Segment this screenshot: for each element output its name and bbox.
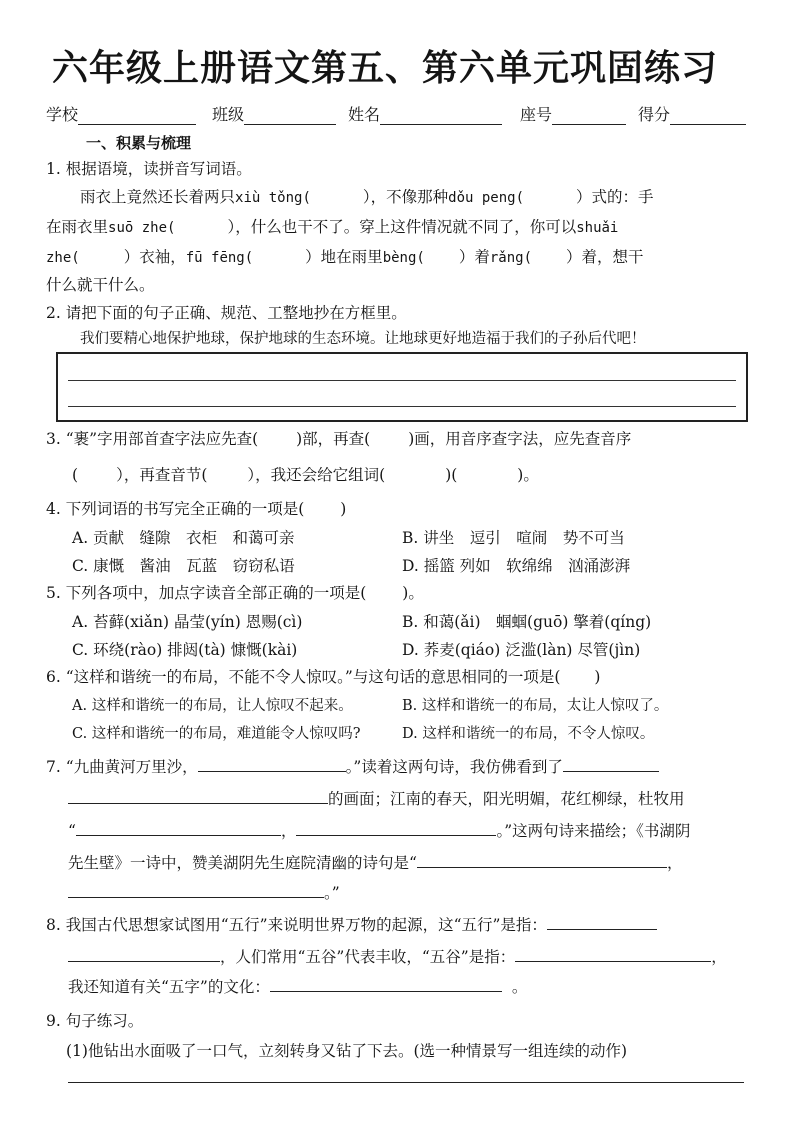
answer-line[interactable] (515, 946, 711, 962)
worksheet-title: 六年级上册语文第五、第六单元巩固练习 (52, 48, 719, 89)
pinyin: shuǎi (576, 220, 619, 236)
q7-line-2 (68, 788, 685, 810)
text: ）衣袖， (123, 248, 186, 266)
text: 5. 下列各项中，加点字读音全部正确的一项是( (46, 584, 367, 602)
q4-option-d[interactable]: D. 摇篮 列如 软绵绵 汹涌澎湃 (402, 557, 631, 575)
score-blank[interactable] (670, 107, 746, 125)
q1-line-1 (80, 186, 654, 209)
q6-option-b[interactable]: B. 这样和谐统一的布局，太让人惊叹了。 (402, 698, 669, 714)
pinyin: rǎng( (489, 250, 533, 266)
q1-line-4: 什么就干什么。 (46, 276, 155, 294)
q8-line-1 (46, 914, 657, 936)
q9-prompt: 9. 句子练习。 (46, 1012, 144, 1030)
text: )画，用音序查字法，应先查音序 (408, 430, 632, 448)
text: “ (68, 822, 76, 840)
q8-line-2 (68, 946, 727, 968)
q1-line-2 (46, 216, 618, 239)
q5-option-d[interactable]: D. 荞麦(qiáo) 泛滥(làn) 尽管(jìn) (402, 641, 641, 659)
q7-line-4 (68, 852, 682, 874)
text: ）着 (458, 248, 490, 266)
text: ）地在雨里 (305, 248, 383, 266)
q5-option-b[interactable]: B. 和蔼(ǎi) 蝈蝈(guō) 擎着(qíng) (402, 613, 652, 631)
pinyin: fū fēng( (185, 250, 254, 266)
q6-option-a[interactable]: A. 这样和谐统一的布局，让人惊叹不起来。 (72, 698, 353, 714)
writing-line (68, 380, 736, 381)
answer-line[interactable] (547, 914, 657, 930)
answer-line[interactable] (76, 820, 281, 836)
text: 先生壁》一诗中，赞美湖阴先生庭院清幽的诗句是“ (68, 854, 417, 872)
text: 我还知道有关“五字”的文化： (68, 978, 270, 996)
answer-line[interactable] (198, 756, 346, 772)
text: ， (666, 854, 683, 872)
answer-line[interactable] (68, 882, 324, 898)
score-field (638, 102, 746, 125)
q4-option-c[interactable]: C. 康慨 酱油 瓦蓝 窃窃私语 (72, 557, 295, 575)
text: 3. “裹”字用部首查字法应先查( (46, 430, 259, 448)
pinyin: bèng( (382, 250, 425, 266)
class-blank[interactable] (244, 107, 336, 125)
name-blank[interactable] (380, 107, 502, 125)
section-heading: 一、积累与梳理 (86, 134, 192, 152)
pinyin: xiù tǒng( (235, 190, 311, 206)
pinyin: suō zhe( (108, 220, 176, 236)
text: )。 (402, 584, 424, 602)
q5-option-a[interactable]: A. 苔藓(xiǎn) 晶莹(yín) 恩赐(cì) (72, 613, 303, 631)
text: 在雨衣里 (46, 218, 109, 236)
text: 雨衣上竟然还长着两只 (80, 188, 236, 206)
text: )。 (517, 466, 539, 484)
text: ）式的：手 (576, 188, 654, 206)
q3-line-2 (72, 464, 539, 486)
text: 。” (324, 884, 340, 902)
text: ）着，想干 (566, 248, 644, 266)
text: ），什么也干不了。穿上这件情况就不同了，你可以 (227, 218, 577, 236)
score-label: 得分 (638, 105, 671, 124)
school-label: 学校 (46, 105, 79, 124)
pinyin: dǒu peng( (448, 190, 524, 206)
answer-line[interactable] (563, 756, 659, 772)
class-label: 班级 (212, 105, 245, 124)
student-info-header (46, 102, 756, 128)
seat-label: 座号 (520, 105, 553, 124)
q1-prompt: 1. 根据语境，读拼音写词语。 (46, 160, 252, 178)
text: ) (340, 500, 347, 518)
name-field (348, 102, 502, 125)
q6-prompt (46, 666, 600, 688)
q4-option-a[interactable]: A. 贡献 缝隙 衣柜 和蔼可亲 (72, 529, 295, 547)
text: 7. “九曲黄河万里沙， (46, 758, 198, 776)
q7-line-5 (68, 882, 340, 904)
q3-line-1 (46, 428, 631, 450)
text: ， (280, 822, 297, 840)
text: ），再查音节( (116, 466, 208, 484)
q2-prompt: 2. 请把下面的句子正确、规范、工整地抄在方框里。 (46, 304, 407, 322)
text: ），不像那种 (362, 188, 449, 206)
q8-line-3 (68, 976, 527, 998)
q5-option-c[interactable]: C. 环绕(rào) 排闼(tà) 慷慨(kài) (72, 641, 298, 659)
answer-line[interactable] (296, 820, 496, 836)
q9-sub1: (1)他钻出水面吸了一口气，立刻转身又钻了下去。(选一种情景写一组连续的动作) (66, 1042, 628, 1060)
q7-line-3 (68, 820, 690, 842)
text: ， (711, 948, 727, 966)
answer-line[interactable] (68, 946, 220, 962)
answer-line[interactable] (417, 852, 667, 868)
text: 。”这两句诗来描绘；《书湖阴 (496, 822, 691, 840)
text: 4. 下列词语的书写完全正确的一项是( (46, 500, 305, 518)
q1-line-3 (46, 246, 644, 269)
copy-answer-box[interactable] (56, 352, 748, 422)
answer-line[interactable] (68, 788, 328, 804)
text: 。 (511, 978, 528, 996)
q5-prompt (46, 582, 424, 604)
seat-blank[interactable] (552, 107, 626, 125)
class-field (212, 102, 336, 125)
q4-prompt (46, 498, 346, 520)
text: 6. “这样和谐统一的布局，不能不令人惊叹。”与这句话的意思相同的一项是( (46, 668, 561, 686)
q6-option-c[interactable]: C. 这样和谐统一的布局，难道能令人惊叹吗? (72, 726, 361, 742)
text: 。”读着这两句诗，我仿佛看到了 (345, 758, 563, 776)
school-blank[interactable] (78, 107, 196, 125)
pinyin: zhe( (46, 250, 80, 266)
text: 8. 我国古代思想家试图用“五行”来说明世界万物的起源，这“五行”是指： (46, 916, 547, 934)
text: ，人们常用“五谷”代表丰收，“五谷”是指： (220, 948, 516, 966)
text: )( (445, 466, 458, 484)
school-field (46, 102, 196, 125)
q2-sentence: 我们要精心地保护地球，保护地球的生态环境。让地球更好地造福于我们的子孙后代吧！ (80, 331, 646, 347)
text: ( (72, 466, 79, 484)
name-label: 姓名 (348, 105, 381, 124)
text: )部，再查( (296, 430, 371, 448)
q7-line-1 (46, 756, 659, 778)
q6-option-d[interactable]: D. 这样和谐统一的布局，不令人惊叹。 (402, 726, 655, 742)
seat-field (520, 102, 626, 125)
writing-line (68, 406, 736, 407)
q4-option-b[interactable]: B. 讲坐 逗引 喧闹 势不可当 (402, 529, 625, 547)
text: ），我还会给它组词( (247, 466, 386, 484)
q9-answer-line[interactable] (68, 1082, 744, 1083)
text: ) (594, 668, 601, 686)
text: 的画面；江南的春天，阳光明媚，花红柳绿，杜牧用 (328, 790, 685, 808)
answer-line[interactable] (270, 976, 502, 992)
